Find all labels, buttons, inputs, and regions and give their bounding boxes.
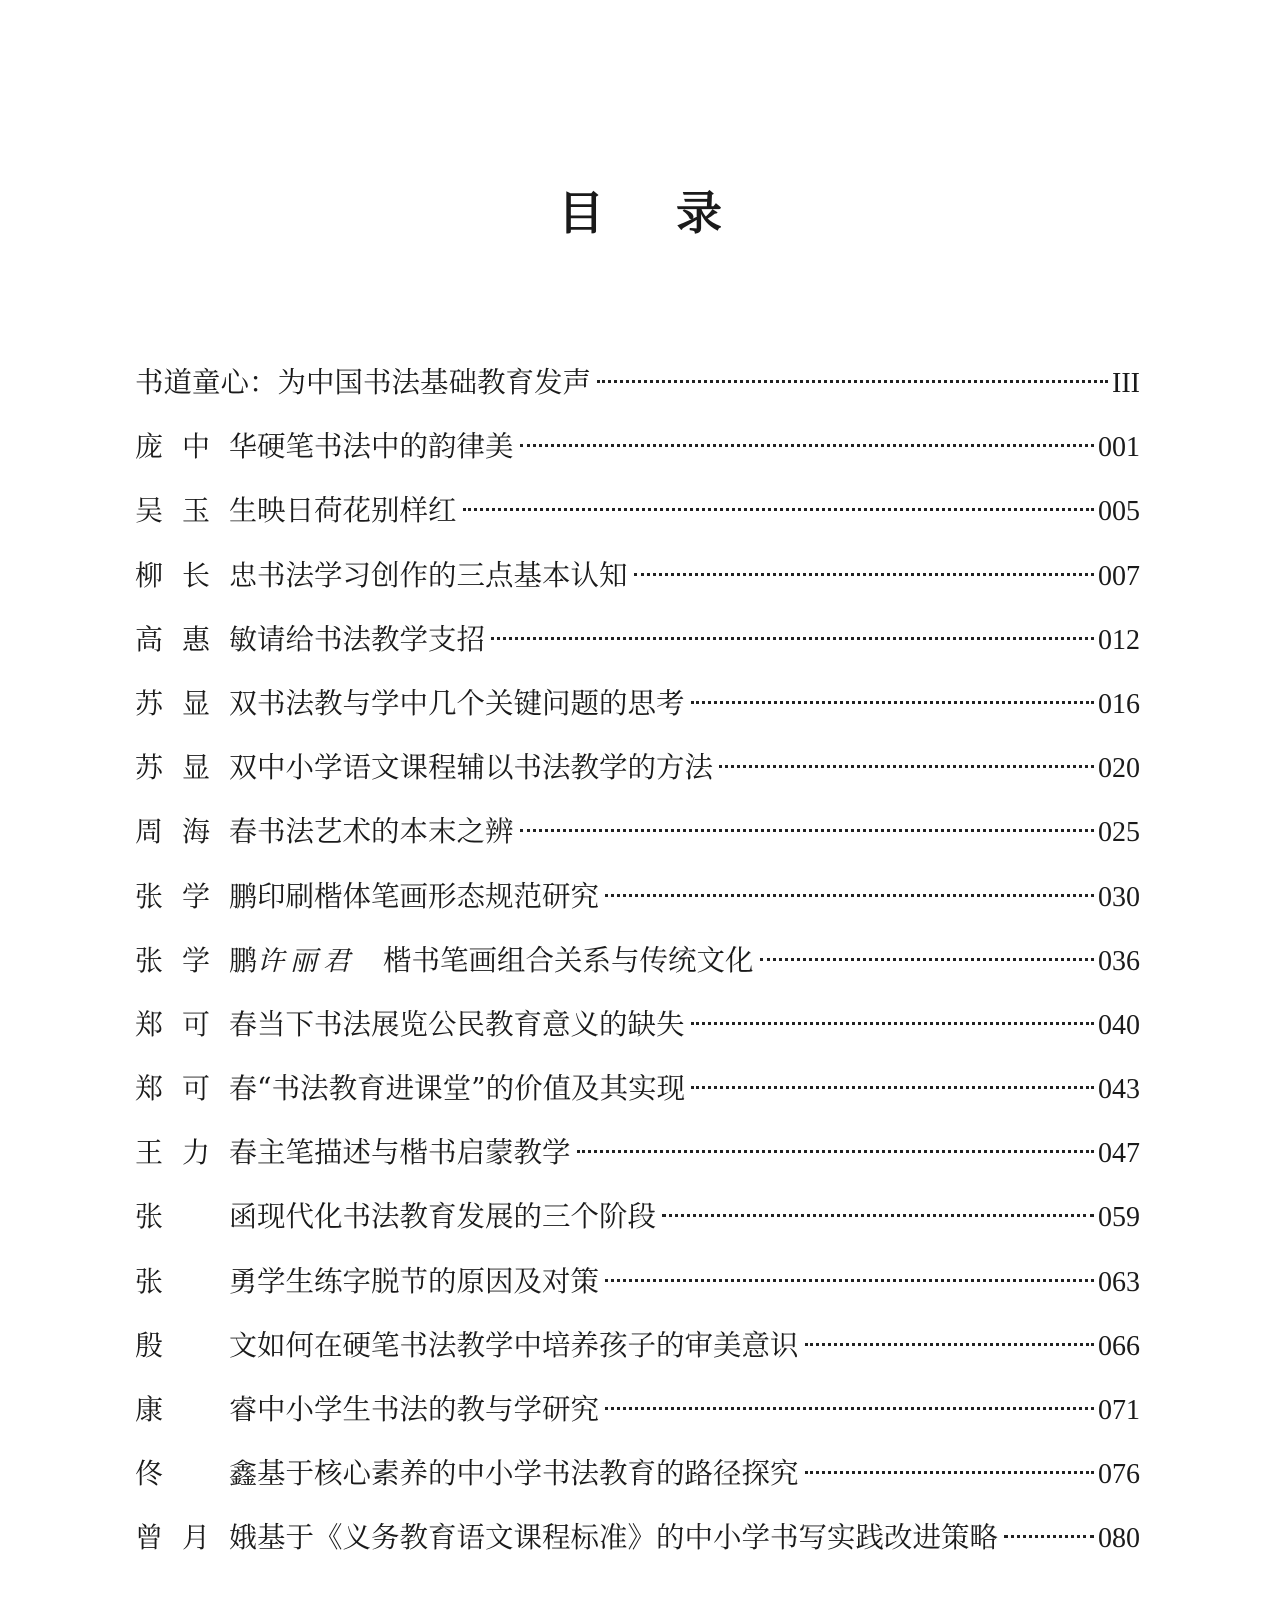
toc-page-number: 071 — [1098, 1395, 1140, 1426]
toc-title: 硬笔书法中的韵律美 — [257, 430, 514, 464]
toc-entry — [135, 1254, 1140, 1318]
toc-entry — [135, 933, 1140, 997]
toc-author: 吴 玉 生 — [135, 494, 257, 528]
toc-page-number: 040 — [1098, 1009, 1140, 1041]
toc-author: 苏 显 双 — [135, 751, 257, 785]
toc-entry — [135, 612, 1140, 676]
toc-dot-leader — [577, 1150, 1094, 1153]
toc-page-number: 007 — [1098, 560, 1140, 592]
toc-author: 王 力 春 — [135, 1136, 257, 1170]
toc-entry — [135, 548, 1140, 612]
toc-title: 中小学语文课程辅以书法教学的方法 — [257, 751, 714, 785]
toc-coauthor: 许丽君 — [257, 945, 356, 977]
toc-author: 佟 鑫 — [135, 1457, 257, 1491]
toc-dot-leader — [520, 829, 1094, 832]
toc-entry — [135, 1382, 1140, 1446]
toc-entry — [135, 1318, 1140, 1382]
toc-author: 郑 可 春 — [135, 1007, 257, 1041]
toc-page-number: 036 — [1098, 945, 1140, 977]
toc-page-number: 012 — [1098, 624, 1140, 656]
toc-title: 楷书笔画组合关系与传统文化 — [383, 943, 754, 977]
toc-dot-leader — [760, 958, 1094, 961]
toc-entry — [135, 483, 1140, 547]
toc-entry — [135, 355, 1140, 419]
toc-title: 书法艺术的本末之辨 — [257, 815, 514, 849]
toc-author: 张 学 鹏 — [135, 943, 257, 977]
toc-author: 周 海 春 — [135, 815, 257, 849]
toc-entry — [135, 1510, 1140, 1574]
toc-dot-leader — [597, 380, 1108, 383]
toc-author: 张 学 鹏 — [135, 879, 257, 913]
toc-author: 曾 月 娥 — [135, 1521, 257, 1555]
table-of-contents — [135, 355, 1140, 1575]
toc-entry — [135, 869, 1140, 933]
toc-title: 印刷楷体笔画形态规范研究 — [257, 879, 600, 913]
toc-dot-leader — [805, 1343, 1094, 1346]
toc-author: 张 函 — [135, 1200, 257, 1234]
toc-dot-leader — [691, 1022, 1094, 1025]
toc-author: 殷 文 — [135, 1328, 257, 1362]
toc-page-number: 001 — [1098, 432, 1140, 464]
toc-author: 庞 中 华 — [135, 430, 257, 464]
toc-title: 映日荷花别样红 — [257, 494, 457, 528]
toc-page-number: 066 — [1098, 1330, 1140, 1362]
toc-author: 高 惠 敏 — [135, 622, 257, 656]
toc-page-number: 080 — [1098, 1523, 1140, 1555]
toc-dot-leader — [719, 765, 1094, 768]
toc-title: 当下书法展览公民教育意义的缺失 — [257, 1007, 685, 1041]
toc-entry — [135, 1189, 1140, 1253]
toc-dot-leader — [605, 894, 1094, 897]
toc-title: 学生练字脱节的原因及对策 — [257, 1264, 600, 1298]
toc-entry — [135, 1446, 1140, 1510]
toc-title: 主笔描述与楷书启蒙教学 — [257, 1136, 571, 1170]
toc-dot-leader — [605, 1407, 1094, 1410]
toc-page-number: 076 — [1098, 1459, 1140, 1491]
toc-page-number: 030 — [1098, 881, 1140, 913]
toc-entry — [135, 1061, 1140, 1125]
toc-title: 基于核心素养的中小学书法教育的路径探究 — [257, 1457, 799, 1491]
toc-title: 书道童心：为中国书法基础教育发声 — [135, 366, 592, 399]
toc-page-number: 047 — [1098, 1138, 1140, 1170]
toc-entry — [135, 419, 1140, 483]
toc-page-number: 025 — [1098, 817, 1140, 849]
toc-title: “书法教育进课堂”的价值及其实现 — [257, 1072, 686, 1106]
toc-page-number: 063 — [1098, 1266, 1140, 1298]
toc-entry — [135, 676, 1140, 740]
toc-dot-leader — [662, 1214, 1094, 1217]
toc-dot-leader — [491, 637, 1094, 640]
toc-page-number: 059 — [1098, 1202, 1140, 1234]
toc-title: 请给书法教学支招 — [257, 622, 486, 656]
toc-page-number: 043 — [1098, 1074, 1140, 1106]
toc-dot-leader — [1004, 1535, 1094, 1538]
toc-page-number: 020 — [1098, 753, 1140, 785]
toc-entry — [135, 1125, 1140, 1189]
toc-entry — [135, 740, 1140, 804]
toc-page-number: 005 — [1098, 496, 1140, 528]
toc-title: 如何在硬笔书法教学中培养孩子的审美意识 — [257, 1328, 799, 1362]
toc-title: 中小学生书法的教与学研究 — [257, 1393, 600, 1426]
toc-title: 现代化书法教育发展的三个阶段 — [257, 1200, 657, 1234]
toc-title: 书法学习创作的三点基本认知 — [257, 558, 628, 592]
toc-dot-leader — [605, 1279, 1094, 1282]
toc-author: 张 勇 — [135, 1264, 257, 1298]
toc-entry — [135, 804, 1140, 868]
toc-dot-leader — [520, 444, 1094, 447]
toc-author: 郑 可 春 — [135, 1072, 257, 1106]
toc-page-number: 016 — [1098, 688, 1140, 720]
toc-entry — [135, 997, 1140, 1061]
toc-dot-leader — [805, 1471, 1094, 1474]
toc-author: 康 睿 — [135, 1393, 257, 1426]
toc-dot-leader — [463, 508, 1094, 511]
toc-page-number: III — [1112, 368, 1140, 399]
toc-author: 柳 长 忠 — [135, 558, 257, 592]
toc-title: 基于《义务教育语文课程标准》的中小学书写实践改进策略 — [257, 1521, 999, 1555]
toc-dot-leader — [634, 573, 1094, 576]
toc-dot-leader — [691, 1086, 1094, 1089]
toc-author: 苏 显 双 — [135, 686, 257, 720]
toc-title: 书法教与学中几个关键问题的思考 — [257, 686, 685, 720]
toc-dot-leader — [691, 701, 1094, 704]
page-title: 目 录 — [557, 186, 750, 240]
